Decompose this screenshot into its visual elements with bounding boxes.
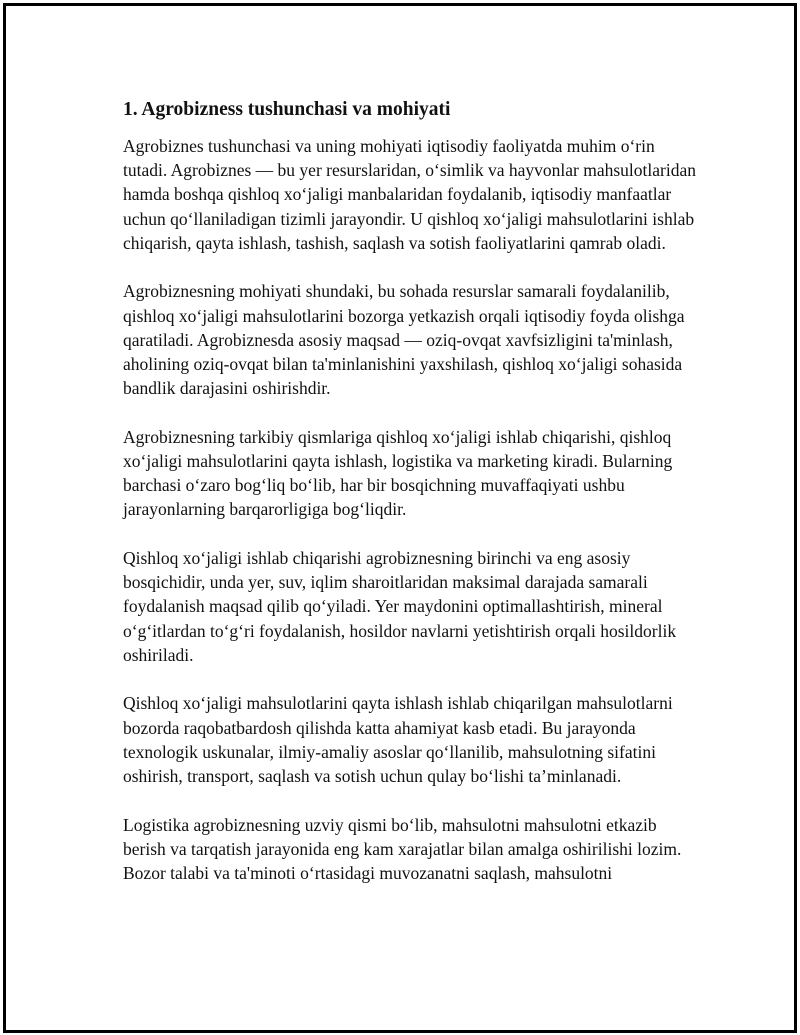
document-body xyxy=(121,96,696,910)
section-heading: 1. Agrobizness tushunchasi va mohiyati xyxy=(123,99,451,120)
paragraph-3: Agrobiznesning tarkibiy qismlariga qishloq xo‘jaligi ishlab chiqarishi, qishloq xo‘jaligi mahsulotlarini qayta ishlash, logistika va marketing kiradi. Bularning barchasi o‘zaro bog‘liq bo‘lib, har bir bosqichning muvaffaqiyati ushbu jarayonlarning barqarorligiga bog‘liqdir. xyxy=(123,426,673,520)
paragraph-1: Agrobiznes tushunchasi va uning mohiyati iqtisodiy faoliyatda muhim o‘rin tutadi. Agrobiznes — bu yer resurslaridan, o‘simlik va hayvonlar mahsulotlaridan hamda boshqa qishloq xo‘jaligi manbalaridan foydalanib, iqtisodiy manfaatlar uchun qo‘llaniladigan tizimli jarayondir. U qishloq xo‘jaligi mahsulotlarini ishlab chiqarish, qayta ishlash, tashish, saqlash va sotish faoliyatlarini qamrab oladi. xyxy=(123,136,696,253)
paragraph-6: Logistika agrobiznesning uzviy qismi bo‘lib, mahsulotni mahsulotni etkazib berish va tarqatish jarayonida eng kam xarajatlar bilan amalga oshirilishi lozim. Bozor talabi va ta'minoti o‘rtasidagi muvozanatni saqlash, mahsulotni xyxy=(123,814,682,884)
paragraph-5: Qishloq xo‘jaligi mahsulotlarini qayta ishlash ishlab chiqarilgan mahsulotlarni bozorda raqobatbardosh qilishda katta ahamiyat kasb etadi. Bu jarayonda texnologik uskunalar, ilmiy-amaliy asoslar qo‘llanilib, mahsulotning sifatini oshirish, transport, saqlash va sotish uchun qulay bo‘lishi ta’minlanadi. xyxy=(123,693,673,787)
paragraph-2: Agrobiznesning mohiyati shundaki, bu sohada resurslar samarali foydalanilib, qishloq xo‘jaligi mahsulotlarini bozorga yetkazish orqali iqtisodiy foyda olishga qaratiladi. Agrobiznesda asosiy maqsad — oziq-ovqat xavfsizligini ta'minlash, aholining oziq-ovqat bilan ta'minlanishini yaxshilash, qishloq xo‘jaligi sohasida bandlik darajasini oshirishdir. xyxy=(123,281,685,399)
page-frame xyxy=(3,3,797,1033)
paragraph-4: Qishloq xo‘jaligi ishlab chiqarishi agrobiznesning birinchi va eng asosiy bosqichidir, unda yer, suv, iqlim sharoitlaridan maksimal darajada samarali foydalanish maqsad qilib qo‘yiladi. Yer maydonini optimallashtirish, mineral o‘g‘itlardan to‘g‘ri foydalanish, hosildor navlarni yetishtirish orqali hosildorlik oshiriladi. xyxy=(123,548,677,665)
